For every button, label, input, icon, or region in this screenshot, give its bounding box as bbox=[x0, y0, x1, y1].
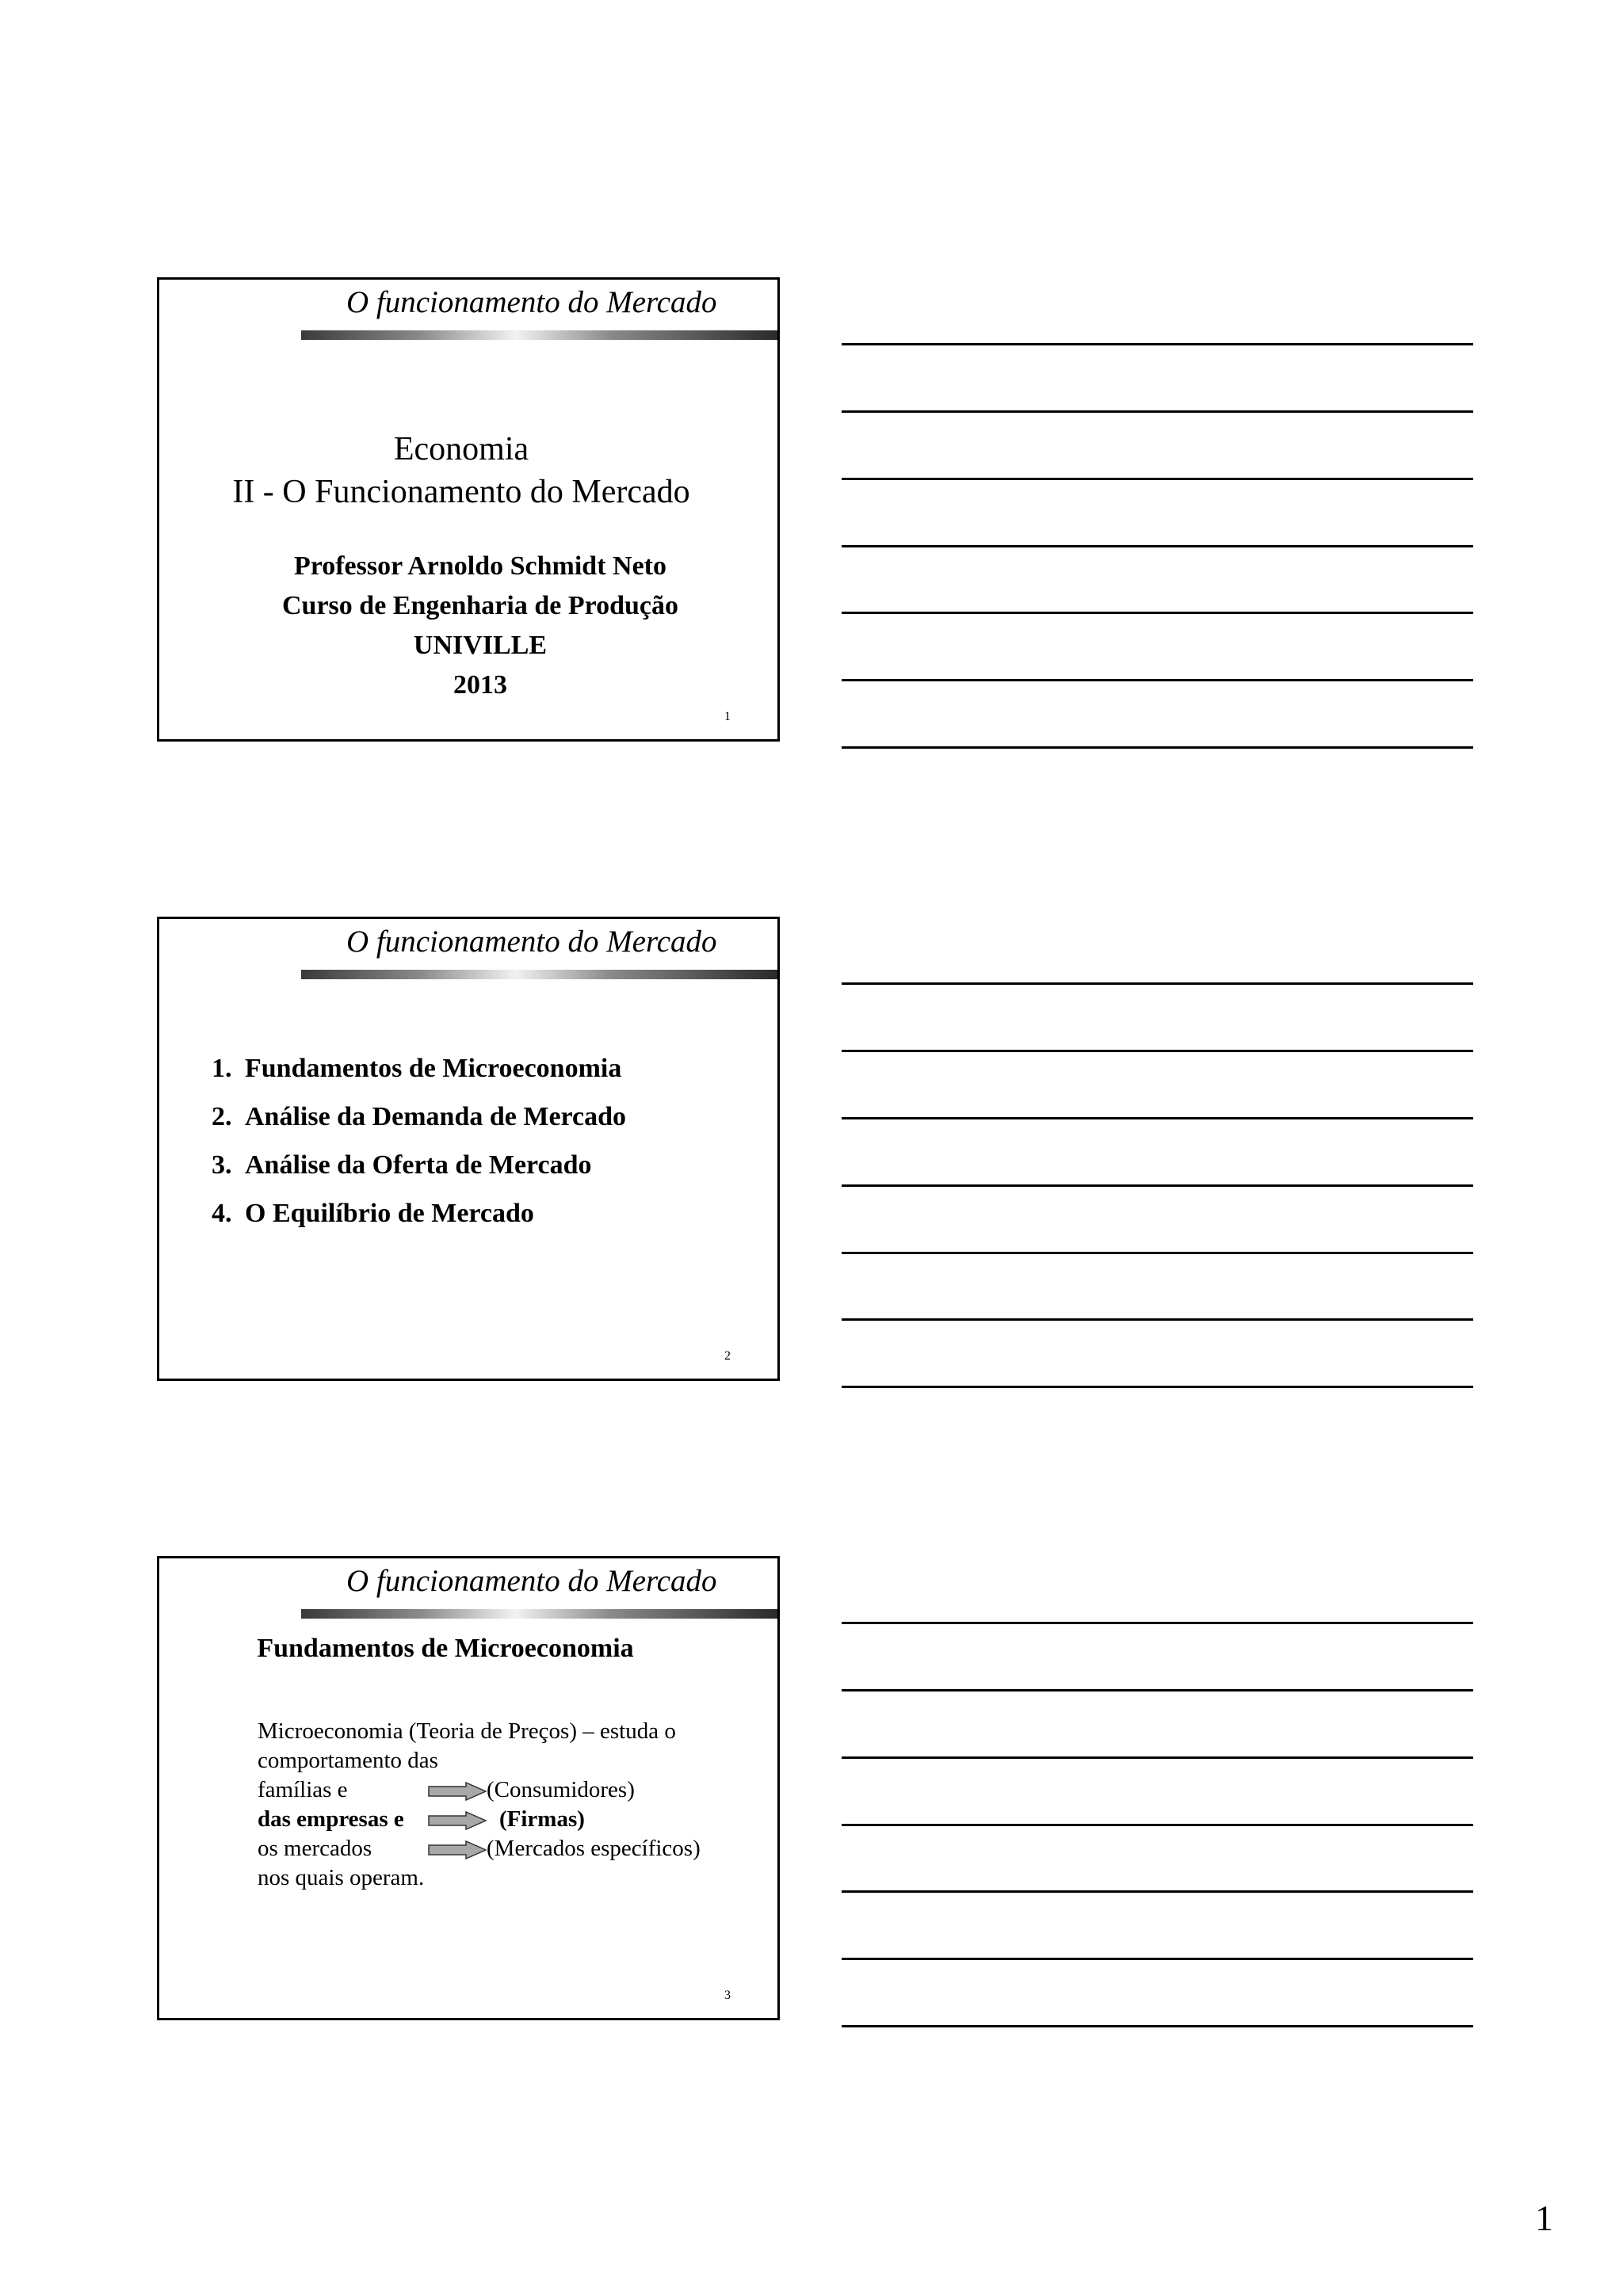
body-line: nos quais operam. bbox=[258, 1865, 425, 1890]
list-item: 3. Análise da Oferta de Mercado bbox=[212, 1150, 592, 1180]
slide-1 bbox=[157, 277, 780, 742]
page-number: 1 bbox=[1535, 2198, 1553, 2238]
body-row-firms: das empresas e (Firmas) bbox=[258, 1806, 585, 1832]
author-block bbox=[169, 547, 792, 705]
note-line bbox=[842, 2025, 1473, 2027]
arrow-right-icon bbox=[428, 1840, 487, 1859]
header-gradient-bar bbox=[301, 330, 777, 340]
slide-header: O funcionamento do Mercado bbox=[346, 925, 717, 959]
note-line bbox=[842, 1958, 1473, 1960]
note-line bbox=[842, 1824, 1473, 1826]
note-line bbox=[842, 1252, 1473, 1254]
header-gradient-bar bbox=[301, 1609, 777, 1619]
header-gradient-bar bbox=[301, 970, 777, 979]
author-name: Professor Arnoldo Schmidt Neto bbox=[293, 551, 666, 581]
note-line bbox=[842, 679, 1473, 681]
body-line: comportamento das bbox=[258, 1748, 438, 1773]
body-row-families: famílias e (Consumidores) bbox=[258, 1777, 635, 1802]
note-line bbox=[842, 1318, 1473, 1321]
body-row-markets: os mercados (Mercados específicos) bbox=[258, 1836, 701, 1861]
note-line bbox=[842, 410, 1473, 413]
institution: UNIVILLE bbox=[413, 631, 548, 660]
year: 2013 bbox=[453, 670, 507, 700]
heading-line-2: II - O Funcionamento do Mercado bbox=[232, 474, 690, 510]
heading-line-1: Economia bbox=[393, 431, 529, 467]
slide-number: 2 bbox=[724, 1349, 731, 1363]
slide-main-heading bbox=[150, 428, 773, 513]
arrow-right-icon bbox=[428, 1811, 487, 1830]
agenda-list bbox=[212, 1054, 626, 1247]
body-line: Microeconomia (Teoria de Preços) – estuda o bbox=[258, 1718, 676, 1744]
note-line bbox=[842, 982, 1473, 985]
note-line bbox=[842, 1117, 1473, 1119]
slide-number: 3 bbox=[724, 1989, 731, 2002]
slide-2 bbox=[157, 917, 780, 1381]
slide-body bbox=[258, 1717, 701, 1893]
list-item: 1. Fundamentos de Microeconomia bbox=[212, 1054, 622, 1083]
note-line bbox=[842, 1184, 1473, 1187]
slide-header: O funcionamento do Mercado bbox=[346, 285, 717, 319]
note-line bbox=[842, 1689, 1473, 1691]
note-line bbox=[842, 1890, 1473, 1893]
note-line bbox=[842, 1050, 1473, 1052]
slide-header: O funcionamento do Mercado bbox=[346, 1564, 717, 1598]
slide-3 bbox=[157, 1556, 780, 2020]
note-line bbox=[842, 343, 1473, 345]
note-line bbox=[842, 746, 1473, 749]
course-name: Curso de Engenharia de Produção bbox=[282, 591, 678, 620]
arrow-right-icon bbox=[428, 1782, 487, 1801]
note-line bbox=[842, 478, 1473, 480]
slide-number: 1 bbox=[724, 710, 731, 723]
note-line bbox=[842, 545, 1473, 547]
note-line bbox=[842, 612, 1473, 614]
list-item: 2. Análise da Demanda de Mercado bbox=[212, 1102, 627, 1131]
note-line bbox=[842, 1622, 1473, 1624]
note-line bbox=[842, 1386, 1473, 1388]
note-line bbox=[842, 1756, 1473, 1759]
slide-subheading: Fundamentos de Microeconomia bbox=[257, 1634, 634, 1663]
list-item: 4. O Equilíbrio de Mercado bbox=[212, 1199, 534, 1228]
